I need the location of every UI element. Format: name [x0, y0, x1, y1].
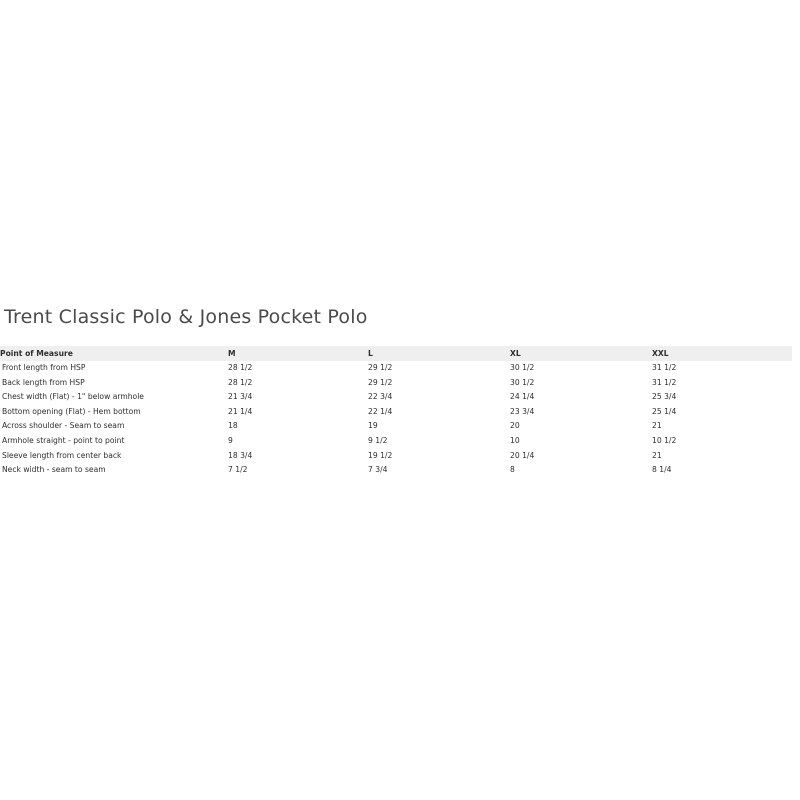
cell-m: 9 [228, 435, 233, 445]
cell-point-of-measure: Bottom opening (Flat) - Hem bottom [2, 406, 141, 416]
table-body [0, 361, 792, 478]
cell-point-of-measure: Chest width (Flat) - 1" below armhole [2, 392, 144, 402]
cell-xl: 10 [510, 435, 520, 445]
table-row [0, 449, 792, 464]
cell-m: 7 1/2 [228, 465, 248, 475]
cell-xxl: 25 1/4 [652, 406, 677, 416]
cell-xxl: 21 [652, 421, 662, 431]
column-header-l: L [368, 349, 373, 358]
cell-l: 22 3/4 [368, 392, 393, 402]
cell-m: 18 3/4 [228, 450, 253, 460]
cell-xxl: 31 1/2 [652, 377, 677, 387]
cell-xl: 20 [510, 421, 520, 431]
table-row [0, 463, 792, 478]
column-header-xxl: XXL [652, 349, 669, 358]
cell-xl: 8 [510, 465, 515, 475]
cell-l: 19 1/2 [368, 450, 393, 460]
cell-point-of-measure: Armhole straight - point to point [2, 435, 125, 445]
cell-xl: 20 1/4 [510, 450, 535, 460]
cell-point-of-measure: Back length from HSP [2, 377, 85, 387]
size-chart-table [0, 346, 792, 478]
column-header-xl: XL [510, 349, 521, 358]
cell-m: 28 1/2 [228, 377, 253, 387]
cell-xl: 24 1/4 [510, 392, 535, 402]
cell-point-of-measure: Sleeve length from center back [2, 450, 122, 460]
column-header-m: M [228, 349, 236, 358]
cell-xl: 23 3/4 [510, 406, 535, 416]
cell-l: 29 1/2 [368, 363, 393, 372]
table-row [0, 376, 792, 391]
cell-xxl: 21 [652, 450, 662, 460]
cell-xxl: 8 1/4 [652, 465, 672, 475]
table-row [0, 405, 792, 420]
table-row [0, 419, 792, 434]
cell-m: 18 [228, 421, 238, 431]
cell-point-of-measure: Front length from HSP [2, 363, 86, 372]
cell-m: 28 1/2 [228, 363, 253, 372]
cell-xxl: 25 3/4 [652, 392, 677, 402]
cell-l: 7 3/4 [368, 465, 388, 475]
table-header [0, 346, 792, 361]
cell-xxl: 31 1/2 [652, 363, 677, 372]
table-row [0, 390, 792, 405]
cell-xxl: 10 1/2 [652, 435, 677, 445]
table-row [0, 434, 792, 449]
cell-m: 21 1/4 [228, 406, 253, 416]
cell-l: 22 1/4 [368, 406, 393, 416]
cell-point-of-measure: Across shoulder - Seam to seam [2, 421, 125, 431]
cell-xl: 30 1/2 [510, 363, 535, 372]
cell-xl: 30 1/2 [510, 377, 535, 387]
cell-point-of-measure: Neck width - seam to seam [2, 465, 106, 475]
page-title: Trent Classic Polo & Jones Pocket Polo [4, 306, 368, 328]
table-row [0, 361, 792, 376]
cell-l: 29 1/2 [368, 377, 393, 387]
cell-l: 19 [368, 421, 378, 431]
cell-l: 9 1/2 [368, 435, 388, 445]
column-header-point-of-measure: Point of Measure [0, 349, 73, 358]
cell-m: 21 3/4 [228, 392, 253, 402]
table-header-row [0, 346, 792, 361]
